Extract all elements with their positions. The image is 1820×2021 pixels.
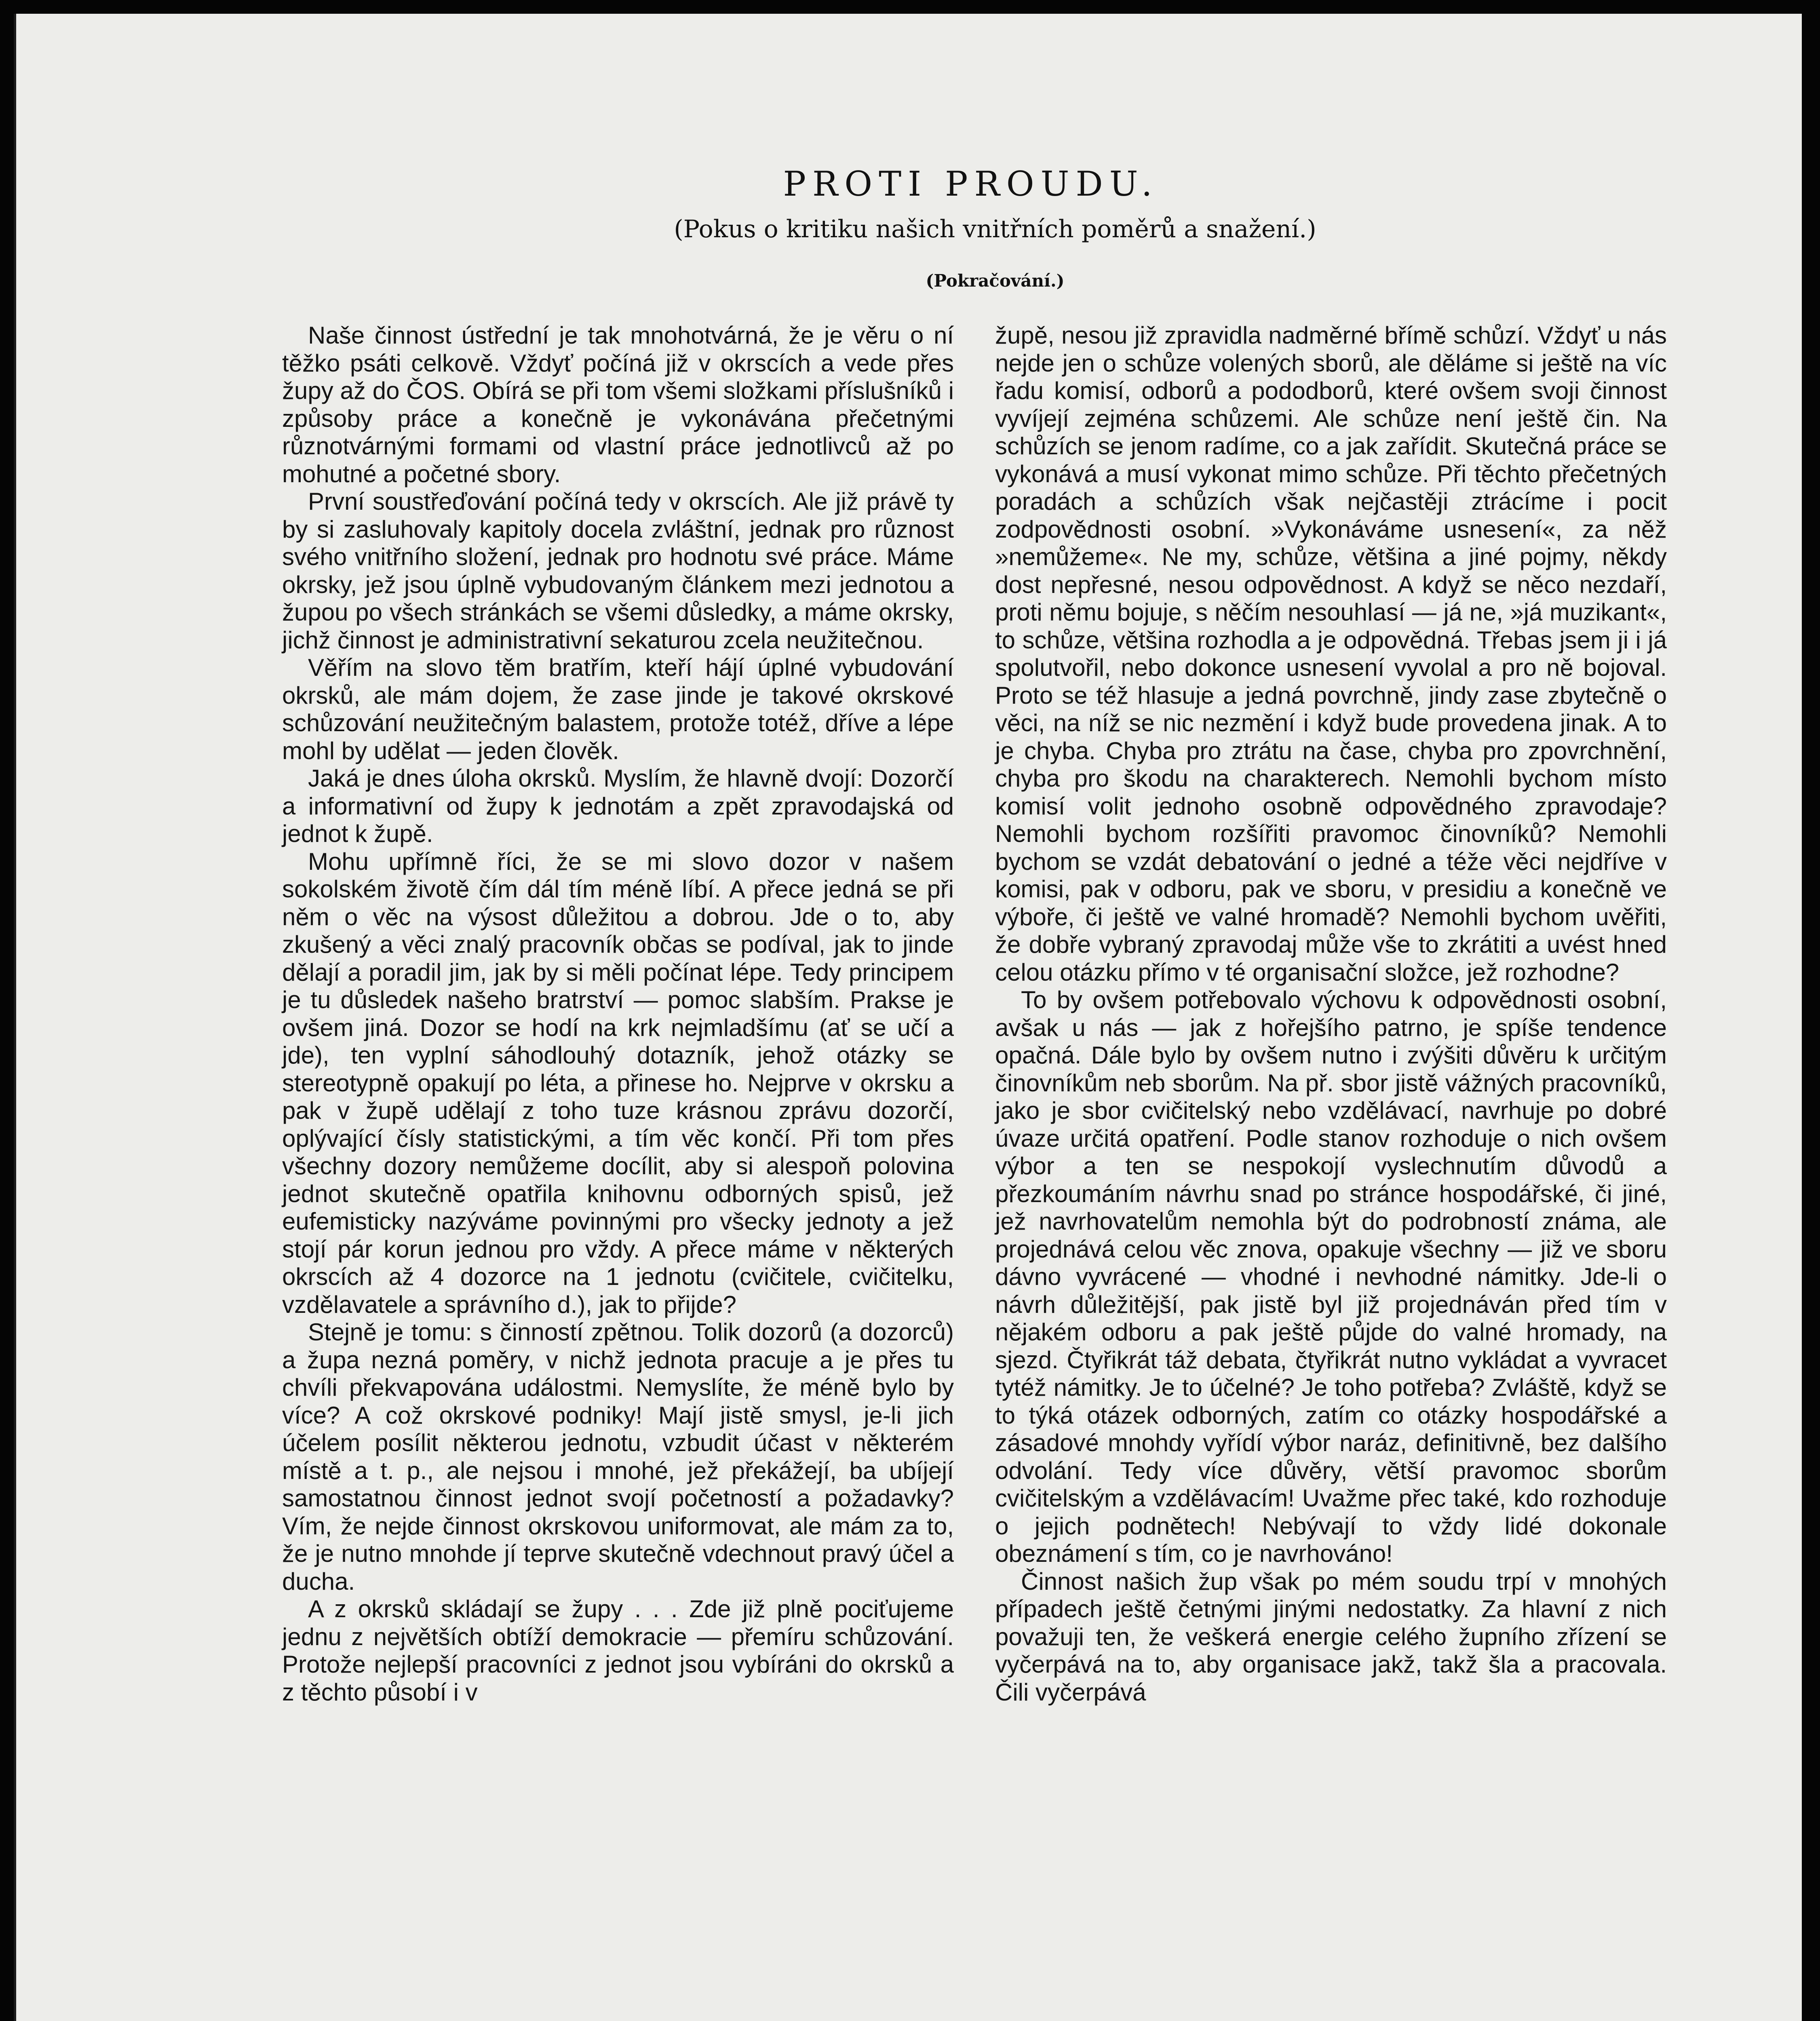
- paragraph: Mohu upřímně říci, že se mi slovo dozor v našem sokolském životě čím dál tím méně líbí. A přece jedná se při něm o věc na výsost důležitou a dobrou. Jde o to, aby zkušený a věci znalý pracovník občas se podíval, jak to jinde dělají a poradil jim, jak by si měli počínat lépe. Tedy principem je tu důsledek našeho bratrství — pomoc slabším. Prakse je ovšem jiná. Dozor se hodí na krk nejmladšímu (ať se učí a jde), ten vyplní sáhodlouhý dotazník, jehož otázky se stereotypně opakují po léta, a přinese ho. Nejprve v okrsku a pak v župě udělají z toho tuze krásnou zprávu dozorčí, oplývající čísly statistickými, a tím věc končí. Při tom přes všechny dozory nemůžeme docílit, aby si alespoň polovina jednot skutečně opatřila knihovnu odborných spisů, jež eufemisticky nazýváme povinnými pro všecky jednoty a jež stojí pár korun jednou pro vždy. A přece máme v některých okrscích až 4 dozorce na 1 jednotu (cvičitele, cvičitelku, vzdělavatele a správního d.), jak to přijde?: [282, 848, 954, 1318]
- paragraph: Činnost našich žup však po mém soudu trpí v mnohých případech ještě četnými jinými nedostatky. Za hlavní z nich považuji ten, že veškerá energie celého župního zřízení se vyčerpává na to, aby organisace jakž, takž šla a pracovala. Čili vyčerpává: [995, 1567, 1667, 1706]
- paragraph: Naše činnost ústřední je tak mnohotvárná, že je věru o ní těžko psáti celkově. Vždyť počíná již v okrscích a vede přes župy až do ČOS. Obírá se při tom všemi složkami příslušníků i způsoby práce a konečně je vykonávána přečetnými různotvárnými formami od vlastní práce jednotlivců až po mohutné a početné sbory.: [282, 322, 954, 487]
- article-subtitle: (Pokus o kritiku našich vnitřních poměrů a snažení.): [674, 215, 1316, 243]
- paragraph: Věřím na slovo těm bratřím, kteří hájí úplné vybudování okrsků, ale mám dojem, že zase jinde je takové okrskové schůzování neužitečným balastem, protože totéž, dříve a lépe mohl by udělat — jeden člověk.: [282, 654, 954, 764]
- paragraph: Stejně je tomu: s činností zpětnou. Tolik dozorů (a dozorců) a župa nezná poměry, v nichž jednota pracuje a je přes tu chvíli překvapována událostmi. Nemyslíte, že méně bylo by více? A což okrskové podniky! Mají jistě smysl, je-li jich účelem posílit některou jednotu, vzbudit účast v některém místě a t. p., ale nejsou i mnohé, jež překážejí, ba ubíjejí samostatnou činnost jednot svojí početností a požadavky? Vím, že nejde činnost okrskovou uniformovat, ale mám za to, že je nutno mnohde jí teprve skutečně vdechnout pravý účel a ducha.: [282, 1319, 954, 1595]
- left-column: [282, 322, 954, 1706]
- paragraph: A z okrsků skládají se župy . . . Zde již plně pociťujeme jednu z největších obtíží demokracie — přemíru schůzování. Protože nejlepší pracovníci z jednot jsou vybíráni do okrsků a z těchto působí i v: [282, 1595, 954, 1706]
- right-column: [995, 322, 1667, 1706]
- article-title: PROTI PROUDU.: [783, 164, 1159, 204]
- page: [14, 14, 1802, 2021]
- continuation-note: (Pokračování.): [926, 271, 1065, 291]
- paragraph: První soustřeďování počíná tedy v okrscích. Ale již právě ty by si zasluhovaly kapitoly docela zvláštní, jednak pro různost svého vnitřního složení, jednak pro hodnotu své práce. Máme okrsky, jež jsou úplně vybudovaným článkem mezi jednotou a župou po všech stránkách se všemi důsledky, a máme okrsky, jichž činnost je administrativní sekaturou zcela neužitečnou.: [282, 488, 954, 654]
- paragraph-continued: župě, nesou již zpravidla nadměrné břímě schůzí. Vždyť u nás nejde jen o schůze volených sborů, ale děláme si ještě na víc řadu komisí, odborů a pododborů, které ovšem svoji činnost vyvíjejí zejména schůzemi. Ale schůze není ještě čin. Na schůzích se jenom radíme, co a jak zařídit. Skutečná práce se vykonává a musí vykonat mimo schůze. Při těchto přečetných poradách a schůzích však nejčastěji ztrácíme i pocit zodpovědnosti osobní. »Vykonáváme usnesení«, za něž »nemůžeme«. Ne my, schůze, většina a jiné pojmy, někdy dost nepřesné, nesou odpovědnost. A když se něco nezdaří, proti němu bojuje, s něčím nesouhlasí — já ne, »já muzikant«, to schůze, většina rozhodla a je odpovědná. Třebas jsem ji i já spolutvořil, nebo dokonce usnesení vyvolal a pro ně bojoval. Proto se též hlasuje a jedná povrchně, jindy zase zbytečně o věci, na níž se nic nezmění i když bude provedena jinak. A to je chyba. Chyba pro ztrátu na čase, chyba pro zpovrchnění, chyba pro škodu na charakterech. Nemohli bychom místo komisí volit jednoho osobně odpovědného zpravodaje? Nemohli bychom rozšířiti pravomoc činovníků? Nemohli bychom se vzdát debatování o jedné a téže věci nejdříve v komisi, pak v odboru, pak ve sboru, v presidiu a konečně ve výboře, či ještě ve valné hromadě? Nemohli bychom uvěřiti, že dobře vybraný zpravodaj může vše to zkrátiti a uvést hned celou otázku přímo v té organisační složce, jež rozhodne?: [995, 322, 1667, 986]
- paragraph: Jaká je dnes úloha okrsků. Myslím, že hlavně dvojí: Dozorčí a informativní od župy k jednotám a zpět zpravodajská od jednot k župě.: [282, 765, 954, 847]
- paragraph: To by ovšem potřebovalo výchovu k odpovědnosti osobní, avšak u nás — jak z hořejšího patrno, je spíše tendence opačná. Dále bylo by ovšem nutno i zvýšiti důvěru k určitým činovníkům neb sborům. Na př. sbor jistě vážných pracovníků, jako je sbor cvičitelský nebo vzdělávací, navrhuje po dobré úvaze určitá opatření. Podle stanov rozhoduje o nich ovšem výbor a ten se nespokojí vyslechnutím důvodů a přezkoumáním návrhu snad po stránce hospodářské, či jiné, jež navrhovatelům nemohla být do podrobností známa, ale projednává celou věc znova, opakuje všechny — již ve sboru dávno vyvrácené — vhodné i nevhodné námitky. Jde-li o návrh důležitější, pak jistě byl již projednáván před tím v nějakém odboru a pak ještě půjde do valné hromady, na sjezd. Čtyřikrát táž debata, čtyřikrát nutno vykládat a vyvracet tytéž námitky. Je to účelné? Je toho potřeba? Zvláště, když se to týká otázek odborných, zatím co otázky hospodářské a zásadové mnohdy vyřídí výbor naráz, definitivně, bez dalšího odvolání. Tedy více důvěry, větší pravomoc sborům cvičitelským a vzdělávacím! Uvažme přec také, kdo rozhoduje o jejich podnětech! Nebývají to vždy lidé dokonale obeznámení s tím, co je navrhováno!: [995, 986, 1667, 1567]
